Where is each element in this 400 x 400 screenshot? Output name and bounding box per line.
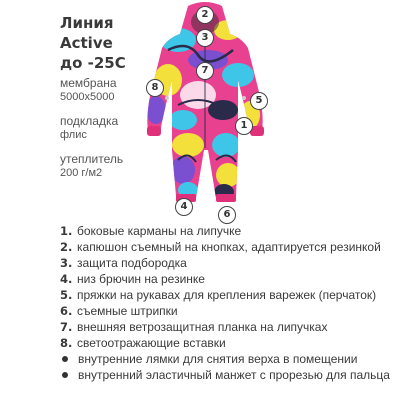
spec-insulation-value: 200 г/м2 — [60, 167, 103, 179]
feature-item — [60, 272, 395, 286]
feature-number: 7. — [60, 320, 73, 334]
feature-list — [60, 224, 395, 352]
spec-lining-value: флис — [60, 129, 87, 141]
extra-feature-item — [60, 352, 395, 366]
extra-feature-item — [60, 368, 395, 382]
feature-text: внешняя ветрозащитная планка на липучках — [77, 320, 328, 334]
spec-membrane-label: мембрана — [60, 76, 117, 90]
callout-8: 8 — [146, 79, 164, 97]
callout-7: 7 — [196, 62, 214, 80]
feature-number: 6. — [60, 304, 73, 318]
callout-6: 6 — [218, 206, 236, 224]
callout-2: 2 — [196, 6, 214, 24]
feature-number: 4. — [60, 272, 73, 286]
feature-item — [60, 320, 395, 334]
feature-text: капюшон съемный на кнопках, адаптируется резинкой — [77, 240, 381, 254]
feature-text: защита подбородка — [77, 256, 187, 270]
bullet-dot-icon — [62, 372, 68, 378]
feature-number: 1. — [60, 224, 73, 238]
spec-lining — [60, 114, 118, 142]
feature-text: низ брючин на резинке — [77, 272, 205, 286]
title-line-2: Active — [60, 34, 113, 52]
feature-number: 5. — [60, 288, 73, 302]
feature-item — [60, 304, 395, 318]
callout-1: 1 — [235, 117, 253, 135]
spec-insulation-label: утеплитель — [60, 152, 124, 166]
spec-insulation — [60, 152, 123, 180]
title-line-1: Линия — [60, 14, 114, 32]
feature-item — [60, 224, 395, 238]
feature-number: 2. — [60, 240, 73, 254]
feature-number: 3. — [60, 256, 73, 270]
extra-feature-text: внутренние лямки для снятия верха в помещении — [78, 352, 358, 366]
feature-number: 8. — [60, 336, 73, 350]
feature-text: съемные штрипки — [77, 304, 178, 318]
title-line-3: до -25С — [60, 54, 126, 72]
extra-feature-list — [60, 352, 395, 384]
feature-item — [60, 336, 395, 350]
extra-feature-text: внутренний эластичный манжет с прорезью для пальца — [78, 368, 390, 382]
callout-3: 3 — [196, 29, 214, 47]
feature-item — [60, 288, 395, 302]
spec-lining-label: подкладка — [60, 114, 119, 128]
callout-5: 5 — [250, 92, 268, 110]
bullet-dot-icon — [62, 356, 68, 362]
feature-item — [60, 240, 395, 254]
spec-membrane-value: 5000х5000 — [60, 91, 115, 103]
feature-text: боковые карманы на липучке — [77, 224, 242, 238]
feature-item — [60, 256, 395, 270]
spec-membrane — [60, 76, 117, 104]
feature-text: светоотражающие вставки — [77, 336, 226, 350]
callout-4: 4 — [175, 198, 193, 216]
feature-text: пряжки на рукавах для крепления варежек (перчаток) — [77, 288, 377, 302]
